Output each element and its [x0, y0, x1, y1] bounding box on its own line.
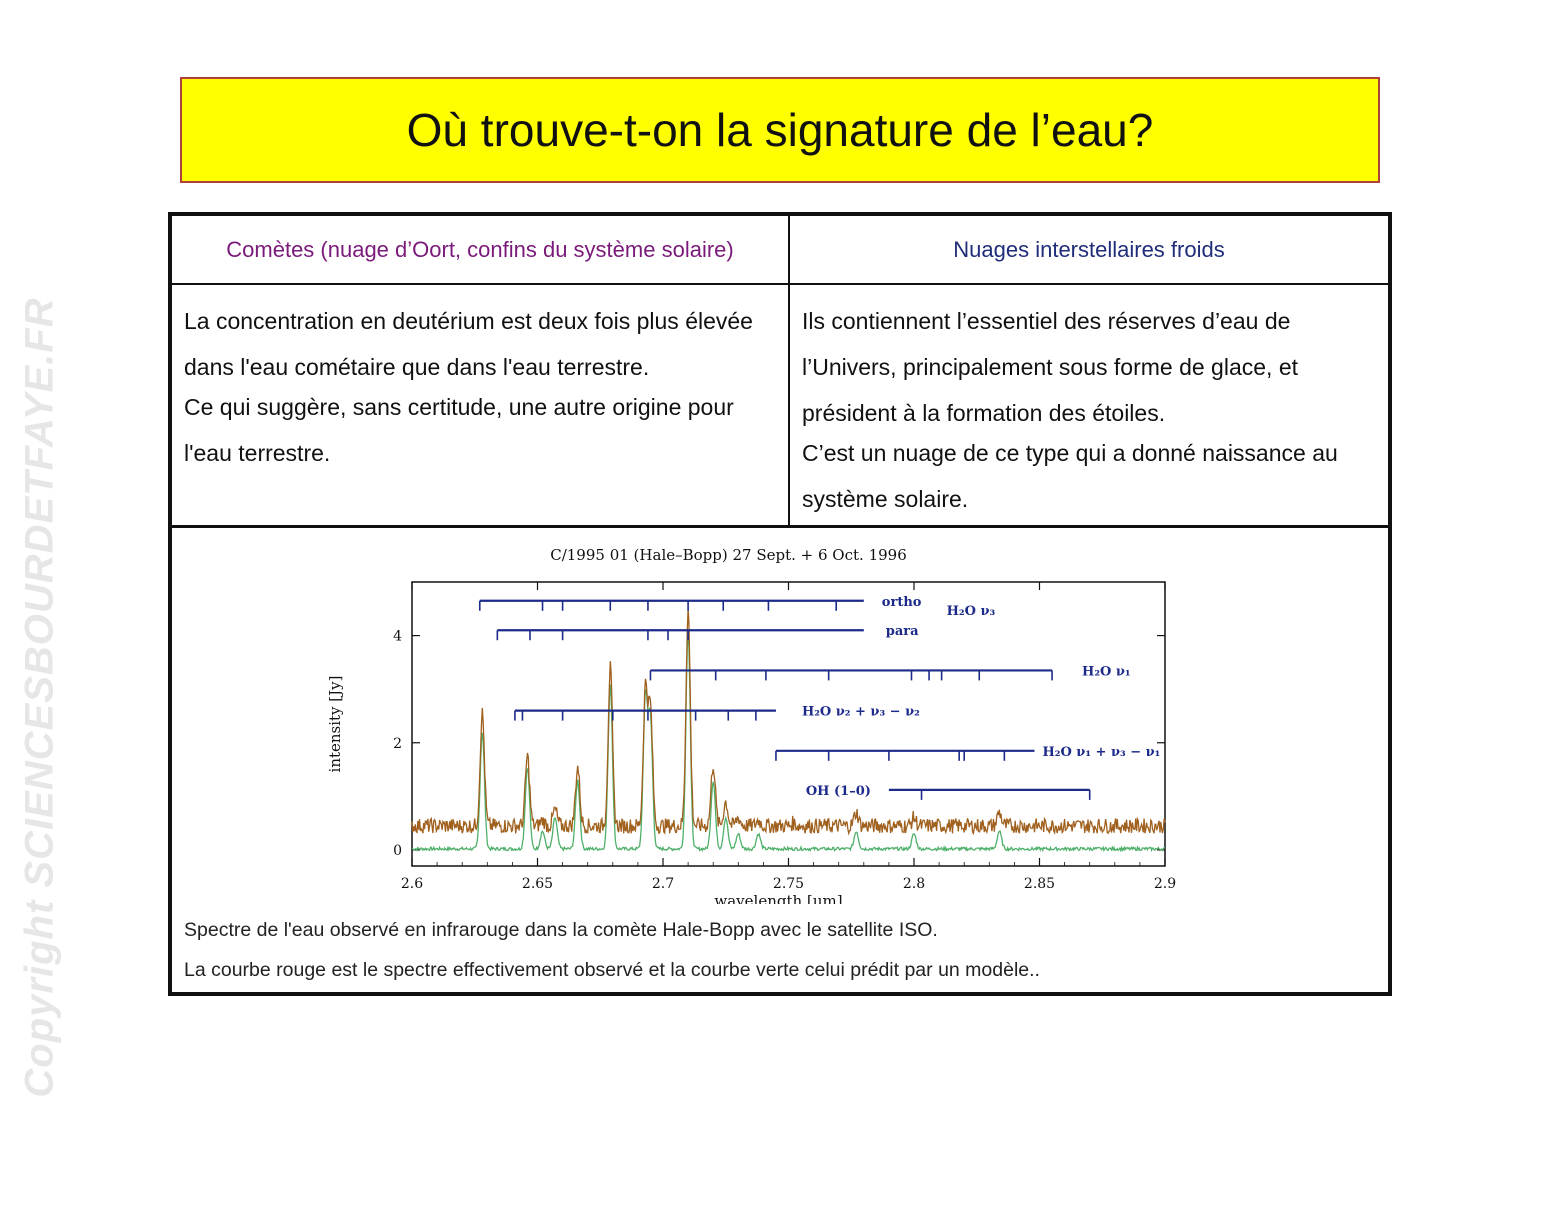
clouds-text — [802, 298, 1382, 522]
page-title: Où trouve-t-on la signature de l’eau? — [406, 104, 1154, 156]
copyright-watermark: Copyright SCIENCESBOURDETFAYE.FR — [17, 297, 62, 1098]
chart-captions — [184, 910, 1040, 990]
info-table — [168, 212, 1392, 996]
comets-paragraph: La concentration en deutérium est deux fois plus élevée dans l'eau cométaire que dans l'eau terrestre. — [184, 308, 753, 380]
chart-title: C/1995 01 (Hale–Bopp) 27 Sept. + 6 Oct. 1996 — [550, 546, 907, 564]
band-label: ortho — [881, 594, 922, 610]
band-label: H₂O ν₁ + ν₃ − ν₁ — [1042, 744, 1161, 760]
comets-header: Comètes (nuage d’Oort, confins du système solaire) — [226, 236, 734, 262]
spectrum-chart — [312, 534, 1192, 904]
clouds-paragraph: C’est un nuage de ce type qui a donné naissance au système solaire. — [802, 440, 1338, 512]
clouds-paragraph: Ils contiennent l’essentiel des réserves d’eau de l’Univers, principalement sous forme de glace, et président à la formation des étoiles. — [802, 308, 1299, 426]
x-tick-label: 2.7 — [651, 876, 675, 892]
x-tick-label: 2.85 — [1023, 876, 1056, 892]
h2o-nu3-label: H₂O ν₃ — [946, 604, 996, 620]
title-banner — [180, 77, 1380, 183]
caption-line: Spectre de l'eau observé en infrarouge dans la comète Hale-Bopp avec le satellite ISO. — [184, 919, 938, 941]
x-tick-label: 2.8 — [902, 876, 926, 892]
y-axis-label: intensity [Jy] — [326, 675, 344, 773]
comets-text — [184, 298, 774, 476]
interstellar-clouds-header: Nuages interstellaires froids — [953, 236, 1225, 262]
y-tick-label: 4 — [393, 628, 402, 645]
body-divider — [172, 525, 1388, 528]
x-tick-label: 2.75 — [772, 876, 805, 892]
band-label: para — [885, 624, 919, 640]
y-tick-label: 0 — [393, 842, 402, 859]
caption-line: La courbe rouge est le spectre effectivement observé et la courbe verte celui prédit par un modèle.. — [184, 959, 1040, 981]
y-tick-label: 2 — [393, 735, 402, 752]
model-spectrum-line — [412, 632, 1165, 851]
x-tick-label: 2.6 — [400, 876, 424, 892]
band-label: H₂O ν₂ + ν₃ − ν₂ — [801, 704, 920, 720]
spectrum-chart-svg — [312, 534, 1192, 904]
x-axis-label: wavelength [μm] — [714, 892, 843, 904]
x-tick-label: 2.9 — [1153, 876, 1177, 892]
band-label: OH (1–0) — [805, 783, 871, 799]
comets-paragraph: Ce qui suggère, sans certitude, une autre origine pour l'eau terrestre. — [184, 394, 734, 466]
x-tick-label: 2.65 — [521, 876, 554, 892]
header-divider — [172, 283, 1388, 285]
band-label: H₂O ν₁ — [1082, 664, 1131, 680]
